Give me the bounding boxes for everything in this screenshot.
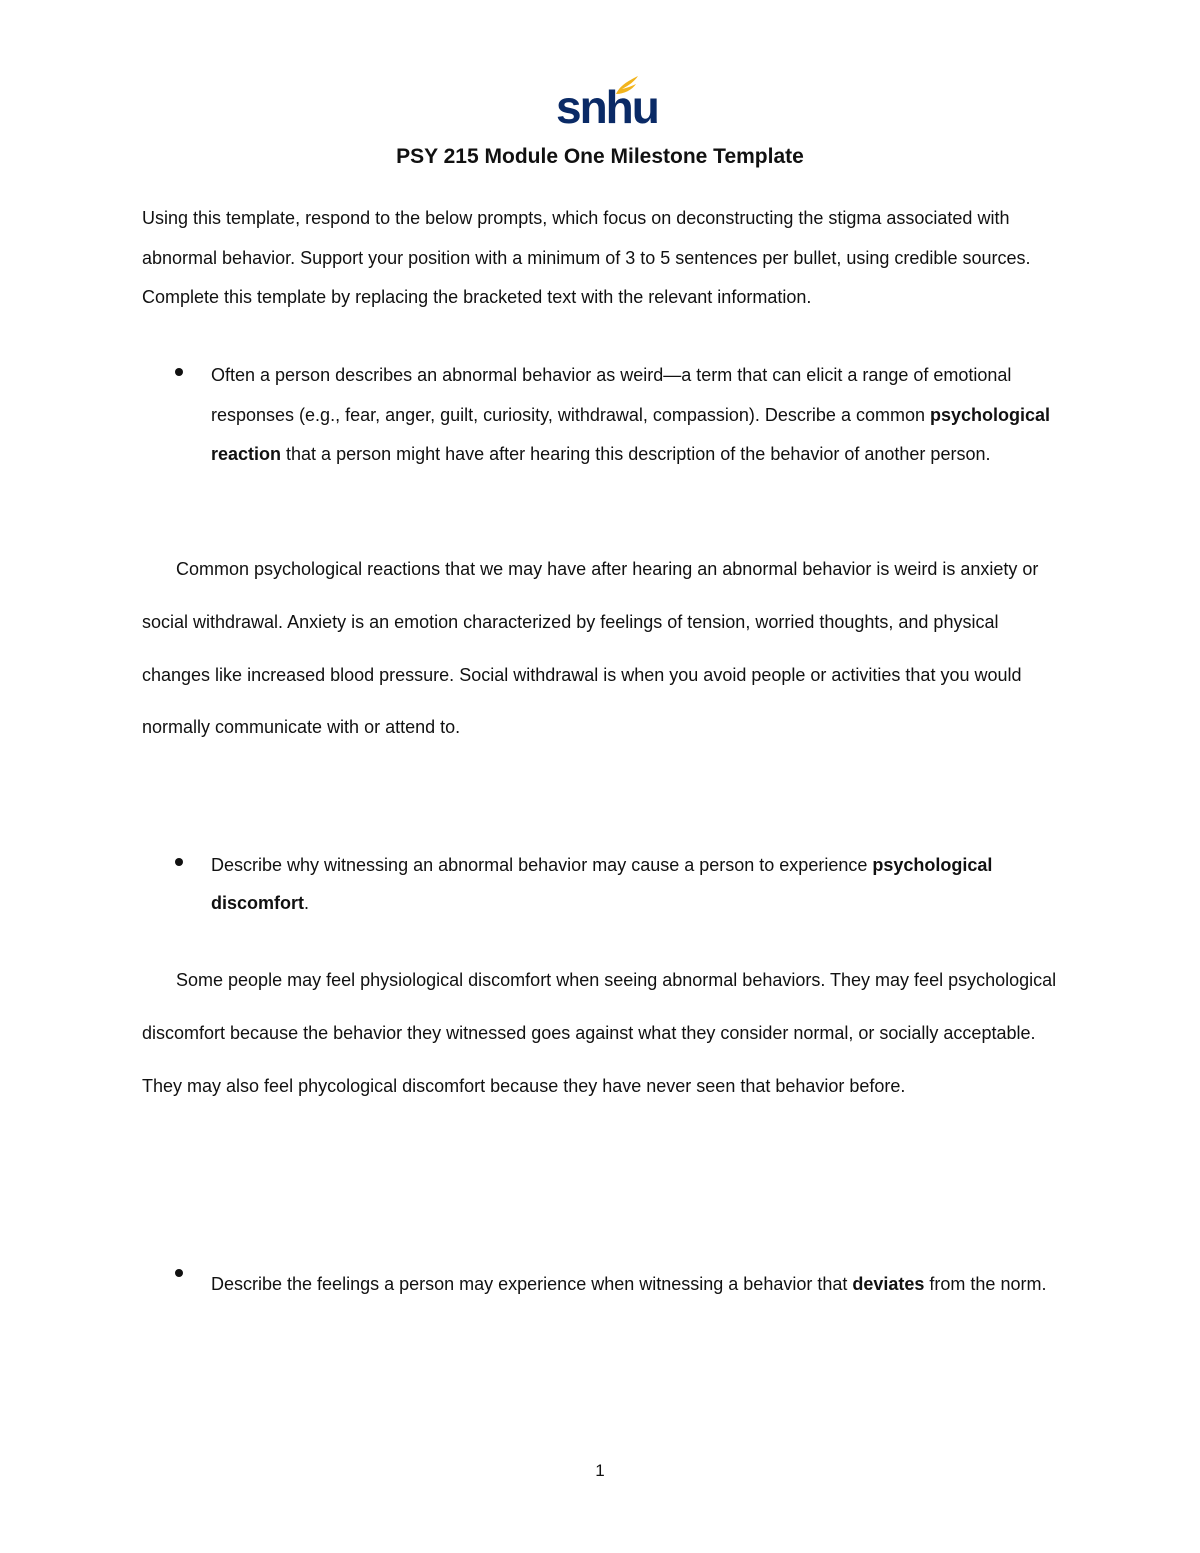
prompt-keyword: psychological discomfort [211,855,993,913]
logo-wordmark: snhu [556,81,658,133]
bullet-icon [175,858,185,868]
prompt-text: Describe the feelings a person may experience when witnessing a behavior that [211,1274,853,1294]
prompt-text: Often a person describes an abnormal behavior as weird—a term that can elicit a range of emotional responses (e.g., fear, anger, guilt, curiosity, withdrawal, compassion). Describe a common [211,365,1012,425]
answer-paragraph-2: Some people may feel physiological discomfort when seeing abnormal behaviors. They may feel psychological discomfort because the behavior they witnessed goes against what they consider normal, or socially acceptable. They may also feel phycological discomfort because they have never seen that behavior before. [142,970,1057,1096]
prompt-text: Describe why witnessing an abnormal behavior may cause a person to experience [211,855,873,875]
prompt-text: from the norm. [924,1274,1047,1294]
prompt-bullet-2 [211,846,1061,922]
snhu-logo [556,72,658,133]
prompt-keyword: psychological reaction [211,404,1051,464]
page-number: 1 [595,1461,605,1480]
bullet-icon [175,368,185,378]
answer-paragraph-1: Common psychological reactions that we may have after hearing an abnormal behavior is weird is anxiety or social withdrawal. Anxiety is an emotion characterized by feelings of tension, worried thoughts, and physical changes like increased blood pressure. Social withdrawal is when you avoid people or activities that you would normally communicate with or attend to. [142,559,1039,738]
prompt-bullet-1 [211,356,1061,475]
prompt-text: that a person might have after hearing this description of the behavior of another person. [281,444,991,464]
bullet-icon [175,1269,185,1279]
intro-paragraph: Using this template, respond to the below prompts, which focus on deconstructing the stigma associated with abnormal behavior. Support your position with a minimum of 3 to 5 sentences per bullet, using credible sources. Complete this template by replacing the bracketed text with the relevant information. [142,208,1031,307]
prompt-keyword: deviates [852,1274,925,1294]
prompt-text: . [304,893,310,913]
page-title: PSY 215 Module One Milestone Template [396,145,804,168]
prompt-bullet-3 [211,1257,1061,1311]
